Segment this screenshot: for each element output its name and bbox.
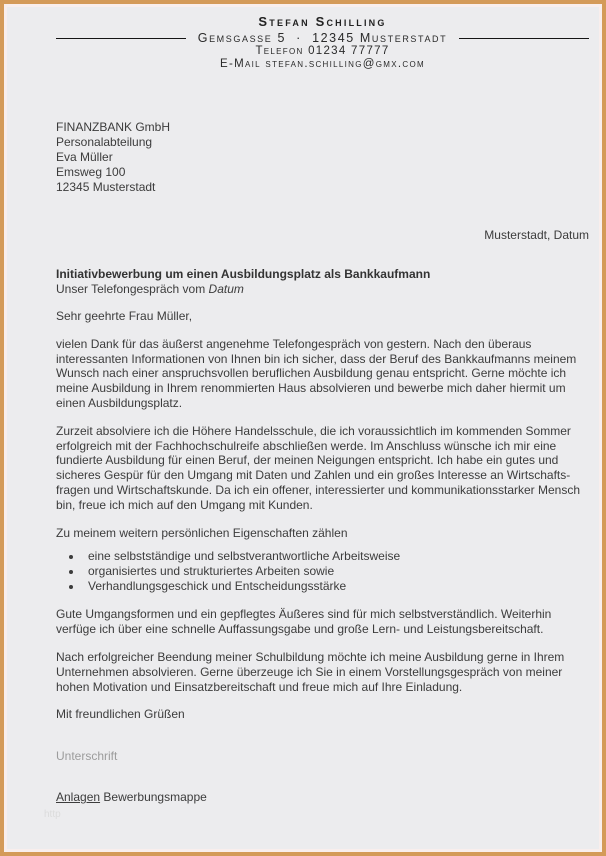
trait-item: • eine selbstständige und selbstverantwortliche Arbeitsweise — [83, 549, 589, 564]
closing-regards: Mit freundlichen Grüßen — [56, 707, 185, 722]
subject-reference — [56, 282, 589, 297]
recipient-street: Emsweg 100 — [56, 165, 126, 179]
place-and-date: Musterstadt, Datum — [484, 228, 589, 242]
paragraph-intro: vielen Dank für das äußerst angenehme Telefongespräch von gestern. Nach den überaus interessanten Informationen von Ihnen bin ich sicher, dass der Beruf des Bankkaufmanns meinem Wunsch nach einer anspruchsvollen beruflichen Ausbildung genau entspricht. Gerne möchte ich meine Ausbildung in Ihrem renommierten Haus absolvieren und bewerbe mich daher hiermit um einen Ausbildungsplatz. — [56, 336, 577, 410]
recipient-city: 12345 Musterstadt — [56, 180, 156, 194]
watermark-text: http — [44, 809, 61, 820]
traits-intro: Zu meinem weitern persönlichen Eigenschaften zählen — [56, 525, 348, 540]
subject-reference-date: Datum — [208, 281, 244, 296]
recipient-address-block — [56, 120, 589, 195]
paragraph-closing: Nach erfolgreicher Beendung meiner Schulbildung möchte ich meine Ausbildung gerne in Ihrem Unternehmen absolvieren. Gerne überzeuge ich Sie in einem Vorstellungsgespräch von meiner hohen Motivation und Einsatzbereitschaft und freue mich auf Ihre Einladung. — [56, 649, 565, 694]
traits-list — [56, 549, 589, 594]
sender-phone: Telefon 01234 77777 — [255, 45, 390, 57]
paragraph-soft-skills: Gute Umgangsformen und ein gepflegtes Äußeres sind für mich selbstverständlich. Weiterhin verfüge ich über eine schnelle Auffassungsgabe und große Lern- und Leistungsbereitschaft. — [56, 607, 552, 637]
trait-item: • organisiertes und strukturiertes Arbeiten sowie — [83, 564, 589, 579]
sender-name: Stefan Schilling — [258, 14, 387, 29]
sender-address: Gemsgasse 5 · 12345 Musterstadt — [186, 31, 460, 45]
recipient-department: Personalabteilung — [56, 135, 153, 149]
attachments-line — [56, 790, 589, 805]
paragraph-education: Zurzeit absolviere ich die Höhere Handelsschule, die ich voraussichtlich im kommenden Sommer erfolgreich mit der Fachhochschulreife abschließen werde. Im Anschluss wünsche ich mir eine fundierte Ausbildung für einen Beruf, der meinen Neigungen entspricht. Ich habe ein gutes und sicheres Gespür für den Umgang mit Daten und Zahlen und ein großes Interesse an Wirtschaftsfragen und Wirtschaftskunde. Da ich ein offener, interessierter und kommunikationsstarker Mensch bin, freue ich mich auf den Umgang mit Kunden. — [56, 423, 581, 512]
attachments-label: Anlagen — [56, 789, 101, 804]
recipient-contact-person: Eva Müller — [56, 150, 113, 164]
salutation: Sehr geehrte Frau Müller, — [56, 309, 193, 323]
signature-placeholder: Unterschrift — [56, 749, 118, 764]
attachments-value: Bewerbungsmappe — [103, 789, 207, 804]
letter-content — [4, 4, 602, 805]
subject-reference-text: Unser Telefongespräch vom — [56, 281, 209, 296]
recipient-company: FINANZBANK GmbH — [56, 120, 171, 134]
sender-email: E-Mail stefan.schilling@gmx.com — [220, 58, 425, 70]
trait-item: • Verhandlungsgeschick und Entscheidungsstärke — [83, 579, 589, 594]
subject-block — [56, 267, 589, 296]
subject-title: Initiativbewerbung um einen Ausbildungsplatz als Bankkaufmann — [56, 267, 431, 281]
letterhead — [56, 14, 589, 71]
sender-address-row — [56, 31, 589, 45]
